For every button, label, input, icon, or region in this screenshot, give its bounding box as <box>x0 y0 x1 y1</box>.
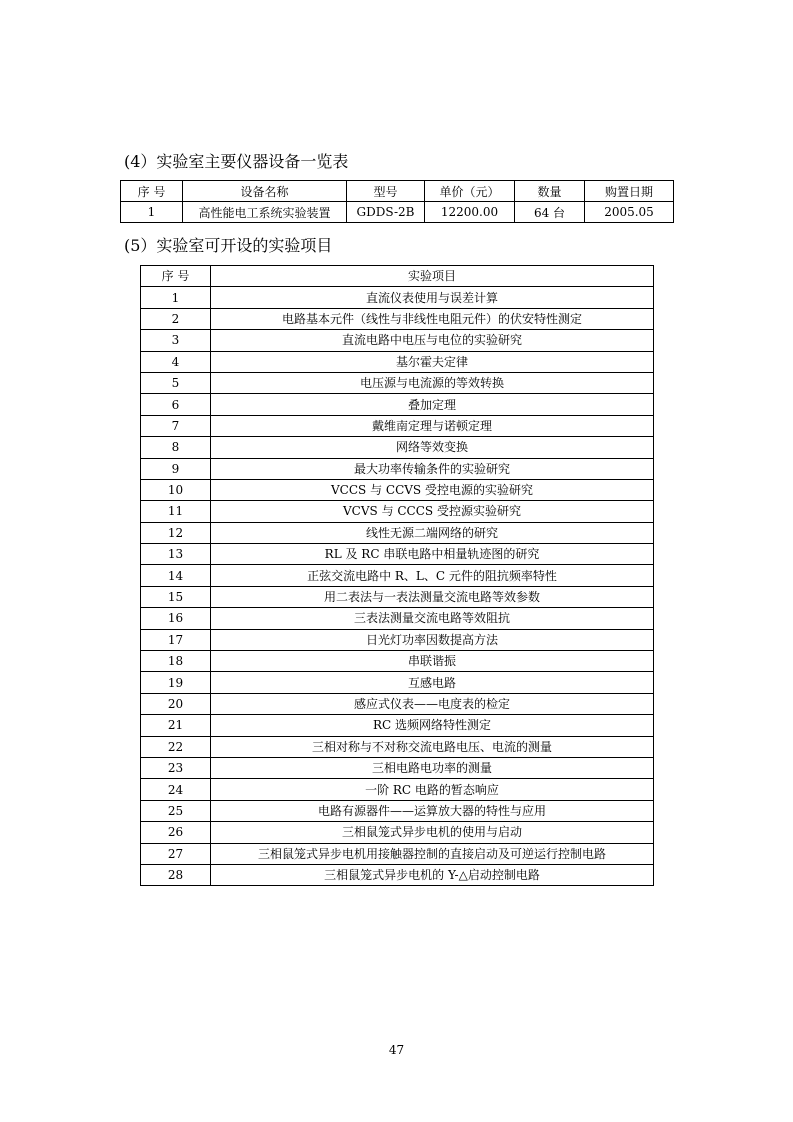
project-cell: 22 <box>141 736 211 757</box>
project-cell: 26 <box>141 822 211 843</box>
projects-table-body <box>141 287 654 886</box>
equipment-table-body <box>121 202 674 223</box>
project-cell: 戴维南定理与诺顿定理 <box>211 415 654 436</box>
project-cell: 网络等效变换 <box>211 437 654 458</box>
project-row <box>141 800 654 821</box>
project-cell: 三表法测量交流电路等效阻抗 <box>211 608 654 629</box>
project-row <box>141 544 654 565</box>
project-cell: 线性无源二端网络的研究 <box>211 522 654 543</box>
equipment-cell: 64 台 <box>515 202 585 223</box>
project-row <box>141 715 654 736</box>
project-cell: 叠加定理 <box>211 394 654 415</box>
project-row <box>141 736 654 757</box>
project-cell: 8 <box>141 437 211 458</box>
project-row <box>141 586 654 607</box>
equipment-header-cell: 单价（元） <box>425 181 515 202</box>
project-cell: 27 <box>141 843 211 864</box>
project-row <box>141 330 654 351</box>
project-row <box>141 779 654 800</box>
project-cell: 15 <box>141 586 211 607</box>
project-cell: 25 <box>141 800 211 821</box>
project-cell: 三相电路电功率的测量 <box>211 757 654 778</box>
project-cell: 12 <box>141 522 211 543</box>
equipment-header-row <box>121 181 674 202</box>
project-row <box>141 394 654 415</box>
project-cell: 11 <box>141 501 211 522</box>
project-cell: 16 <box>141 608 211 629</box>
project-cell: 直流电路中电压与电位的实验研究 <box>211 330 654 351</box>
project-cell: 13 <box>141 544 211 565</box>
project-row <box>141 501 654 522</box>
project-row <box>141 287 654 308</box>
project-row <box>141 415 654 436</box>
project-cell: 最大功率传输条件的实验研究 <box>211 458 654 479</box>
project-cell: 一阶 RC 电路的暂态响应 <box>211 779 654 800</box>
equipment-header-cell: 型号 <box>347 181 425 202</box>
project-cell: 4 <box>141 351 211 372</box>
experiment-projects-table <box>140 265 654 886</box>
project-row <box>141 629 654 650</box>
project-cell: 三相鼠笼式异步电机用接触器控制的直接启动及可逆运行控制电路 <box>211 843 654 864</box>
project-cell: 7 <box>141 415 211 436</box>
project-cell: 6 <box>141 394 211 415</box>
project-cell: 19 <box>141 672 211 693</box>
project-cell: 28 <box>141 864 211 885</box>
equipment-table <box>120 180 674 223</box>
project-cell: RL 及 RC 串联电路中相量轨迹图的研究 <box>211 544 654 565</box>
project-cell: 10 <box>141 479 211 500</box>
project-cell: 电压源与电流源的等效转换 <box>211 372 654 393</box>
project-row <box>141 843 654 864</box>
project-cell: 基尔霍夫定律 <box>211 351 654 372</box>
project-cell: 用二表法与一表法测量交流电路等效参数 <box>211 586 654 607</box>
project-row <box>141 565 654 586</box>
project-row <box>141 672 654 693</box>
project-cell: VCVS 与 CCCS 受控源实验研究 <box>211 501 654 522</box>
project-cell: 9 <box>141 458 211 479</box>
project-row <box>141 651 654 672</box>
project-cell: 三相鼠笼式异步电机的 Y-△启动控制电路 <box>211 864 654 885</box>
section-5-heading: (5）实验室可开设的实验项目 <box>124 236 333 255</box>
project-cell: 互感电路 <box>211 672 654 693</box>
project-cell: 感应式仪表——电度表的检定 <box>211 693 654 714</box>
project-cell: 3 <box>141 330 211 351</box>
project-row <box>141 608 654 629</box>
project-cell: 14 <box>141 565 211 586</box>
equipment-cell: 12200.00 <box>425 202 515 223</box>
project-cell: VCCS 与 CCVS 受控电源的实验研究 <box>211 479 654 500</box>
project-cell: RC 选频网络特性测定 <box>211 715 654 736</box>
project-row <box>141 372 654 393</box>
project-row <box>141 522 654 543</box>
project-cell: 串联谐振 <box>211 651 654 672</box>
equipment-header-cell: 序 号 <box>121 181 183 202</box>
project-cell: 17 <box>141 629 211 650</box>
equipment-header-cell: 设备名称 <box>183 181 347 202</box>
project-row <box>141 351 654 372</box>
project-row <box>141 757 654 778</box>
project-cell: 三相鼠笼式异步电机的使用与启动 <box>211 822 654 843</box>
equipment-row <box>121 202 674 223</box>
project-row <box>141 308 654 329</box>
project-cell: 24 <box>141 779 211 800</box>
equipment-cell: 1 <box>121 202 183 223</box>
equipment-header-cell: 购置日期 <box>585 181 674 202</box>
project-cell: 电路有源器件——运算放大器的特性与应用 <box>211 800 654 821</box>
project-cell: 直流仪表使用与误差计算 <box>211 287 654 308</box>
project-cell: 日光灯功率因数提高方法 <box>211 629 654 650</box>
project-cell: 正弦交流电路中 R、L、C 元件的阻抗频率特性 <box>211 565 654 586</box>
project-cell: 电路基本元件（线性与非线性电阻元件）的伏安特性测定 <box>211 308 654 329</box>
project-row <box>141 822 654 843</box>
project-cell: 21 <box>141 715 211 736</box>
section-4-heading: (4）实验室主要仪器设备一览表 <box>124 152 349 171</box>
project-header-cell: 序 号 <box>141 266 211 287</box>
project-cell: 20 <box>141 693 211 714</box>
project-cell: 23 <box>141 757 211 778</box>
projects-header-row <box>141 266 654 287</box>
project-cell: 18 <box>141 651 211 672</box>
project-cell: 2 <box>141 308 211 329</box>
project-row <box>141 437 654 458</box>
project-row <box>141 479 654 500</box>
project-cell: 5 <box>141 372 211 393</box>
equipment-cell: GDDS-2B <box>347 202 425 223</box>
project-row <box>141 864 654 885</box>
page-number: 47 <box>388 1043 405 1057</box>
project-header-cell: 实验项目 <box>211 266 654 287</box>
project-cell: 三相对称与不对称交流电路电压、电流的测量 <box>211 736 654 757</box>
project-row <box>141 693 654 714</box>
project-cell: 1 <box>141 287 211 308</box>
project-row <box>141 458 654 479</box>
equipment-header-cell: 数量 <box>515 181 585 202</box>
equipment-cell: 高性能电工系统实验装置 <box>183 202 347 223</box>
equipment-cell: 2005.05 <box>585 202 674 223</box>
